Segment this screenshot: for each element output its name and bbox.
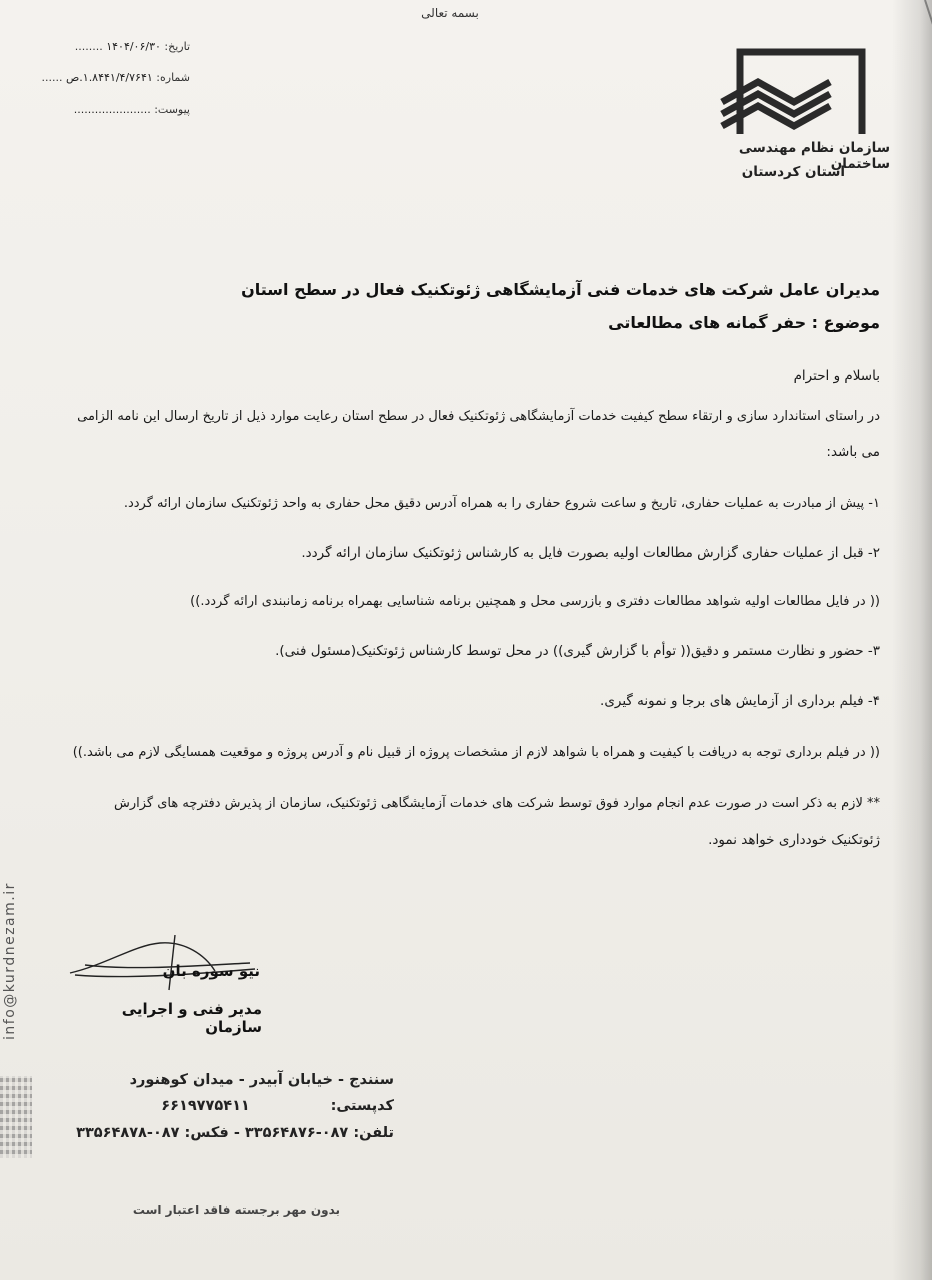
footer-phone: تلفن: ۰۸۷-۳۳۵۶۴۸۷۶ - فکس: ۰۸۷-۳۳۵۶۴۸۷۸ [76, 1125, 394, 1141]
attachment-row [30, 103, 190, 116]
signatory-name: نیو سوره بان [162, 962, 260, 980]
date-value: ۱۴۰۴/۰۶/۳۰ [106, 40, 161, 53]
postal-code: ۶۶۱۹۷۷۵۴۱۱ [161, 1098, 250, 1114]
organization-province: استان کردستان [741, 164, 845, 180]
item-2: ۲- قبل از عملیات حفاری گزارش مطالعات اولیه بصورت فایل به کارشناس ژئوتکنیک سازمان ارائه گردد. [301, 545, 880, 561]
organization-name: سازمان نظام مهندسی ساختمان [738, 140, 890, 172]
date-label: تاریخ: [164, 40, 190, 53]
item-1: ۱- پیش از مبادرت به عملیات حفاری، تاریخ و ساعت شروع حفاری را به همراه آدرس دقیق محل حفاری به واحد ژئوتکنیک سازمان ارائه گردد. [123, 496, 880, 511]
barcode-overlay [0, 1076, 32, 1158]
item-2-note: (( در فایل مطالعات اولیه شواهد مطالعات دفتری و بازرسی محل و همچنین برنامه شناسایی بهمراه برنامه زمانبندی ارائه گردد.)) [190, 594, 880, 609]
footer-address: سنندج - خیابان آبیدر - میدان کوهنورد [129, 1072, 394, 1088]
recipient-heading: مدیران عامل شرکت های خدمات فنی آزمایشگاهی ژئوتکنیک فعال در سطح استان [241, 280, 880, 299]
page-edge-shadow [892, 0, 932, 1280]
bismillah: بسمه تعالی [421, 6, 479, 20]
intro-line-1: در راستای استاندارد سازی و ارتقاء سطح کیفیت خدمات آزمایشگاهی ژئوتکنیک فعال در سطح استان رعایت موارد ذیل از تاریخ ارسال این نامه الزامی [77, 409, 880, 424]
attachment-value: ...................... [73, 103, 151, 116]
intro-line-2: می باشد: [826, 444, 880, 460]
subject-heading: موضوع : حفر گمانه های مطالعاتی [608, 313, 880, 332]
item-4-note: (( در فیلم برداری توجه به دریافت با کیفیت و همراه با شواهد لازم از مشخصات پروژه از قبیل نام و آدرس پروژه و موقعیت همسایگی لازم می باشد.)) [72, 745, 880, 760]
postal-label: کدپستی: [330, 1098, 394, 1114]
footer-postal-row [34, 1098, 394, 1114]
side-email: info@kurdnezam.ir [2, 882, 18, 1040]
postal-spacer [255, 1098, 326, 1114]
number-value: ۱.۸۴۴۱/۴/۷۶۴۱.ص [65, 71, 153, 84]
greeting: باسلام و احترام [793, 368, 880, 384]
dotted-leader: ...... [41, 71, 63, 84]
warning-line-2: ژئوتکنیک خودداری خواهد نمود. [708, 832, 880, 848]
attachment-label: پیوست: [154, 103, 190, 116]
item-4: ۴- فیلم برداری از آزمایش های برجا و نمونه گیری. [600, 693, 880, 709]
date-row [30, 40, 190, 53]
warning-line-1: ** لازم به ذکر است در صورت عدم انجام موارد فوق توسط شرکت های خدمات آزمایشگاهی ژئوتکنیک، سازمان از پذیرش دفترچه های گزارش [114, 796, 880, 811]
signatory-title: مدیر فنی و اجرایی سازمان [121, 1000, 262, 1036]
dotted-leader: ........ [74, 40, 103, 53]
stamp-validity-note: بدون مهر برجسته فاقد اعتبار است [132, 1203, 340, 1217]
number-row [30, 71, 190, 84]
item-3: ۳- حضور و نظارت مستمر و دقیق(( توأم با گزارش گیری)) در محل توسط کارشناس ژئوتکنیک(مسئول فنی). [275, 643, 880, 659]
number-label: شماره: [156, 71, 190, 84]
